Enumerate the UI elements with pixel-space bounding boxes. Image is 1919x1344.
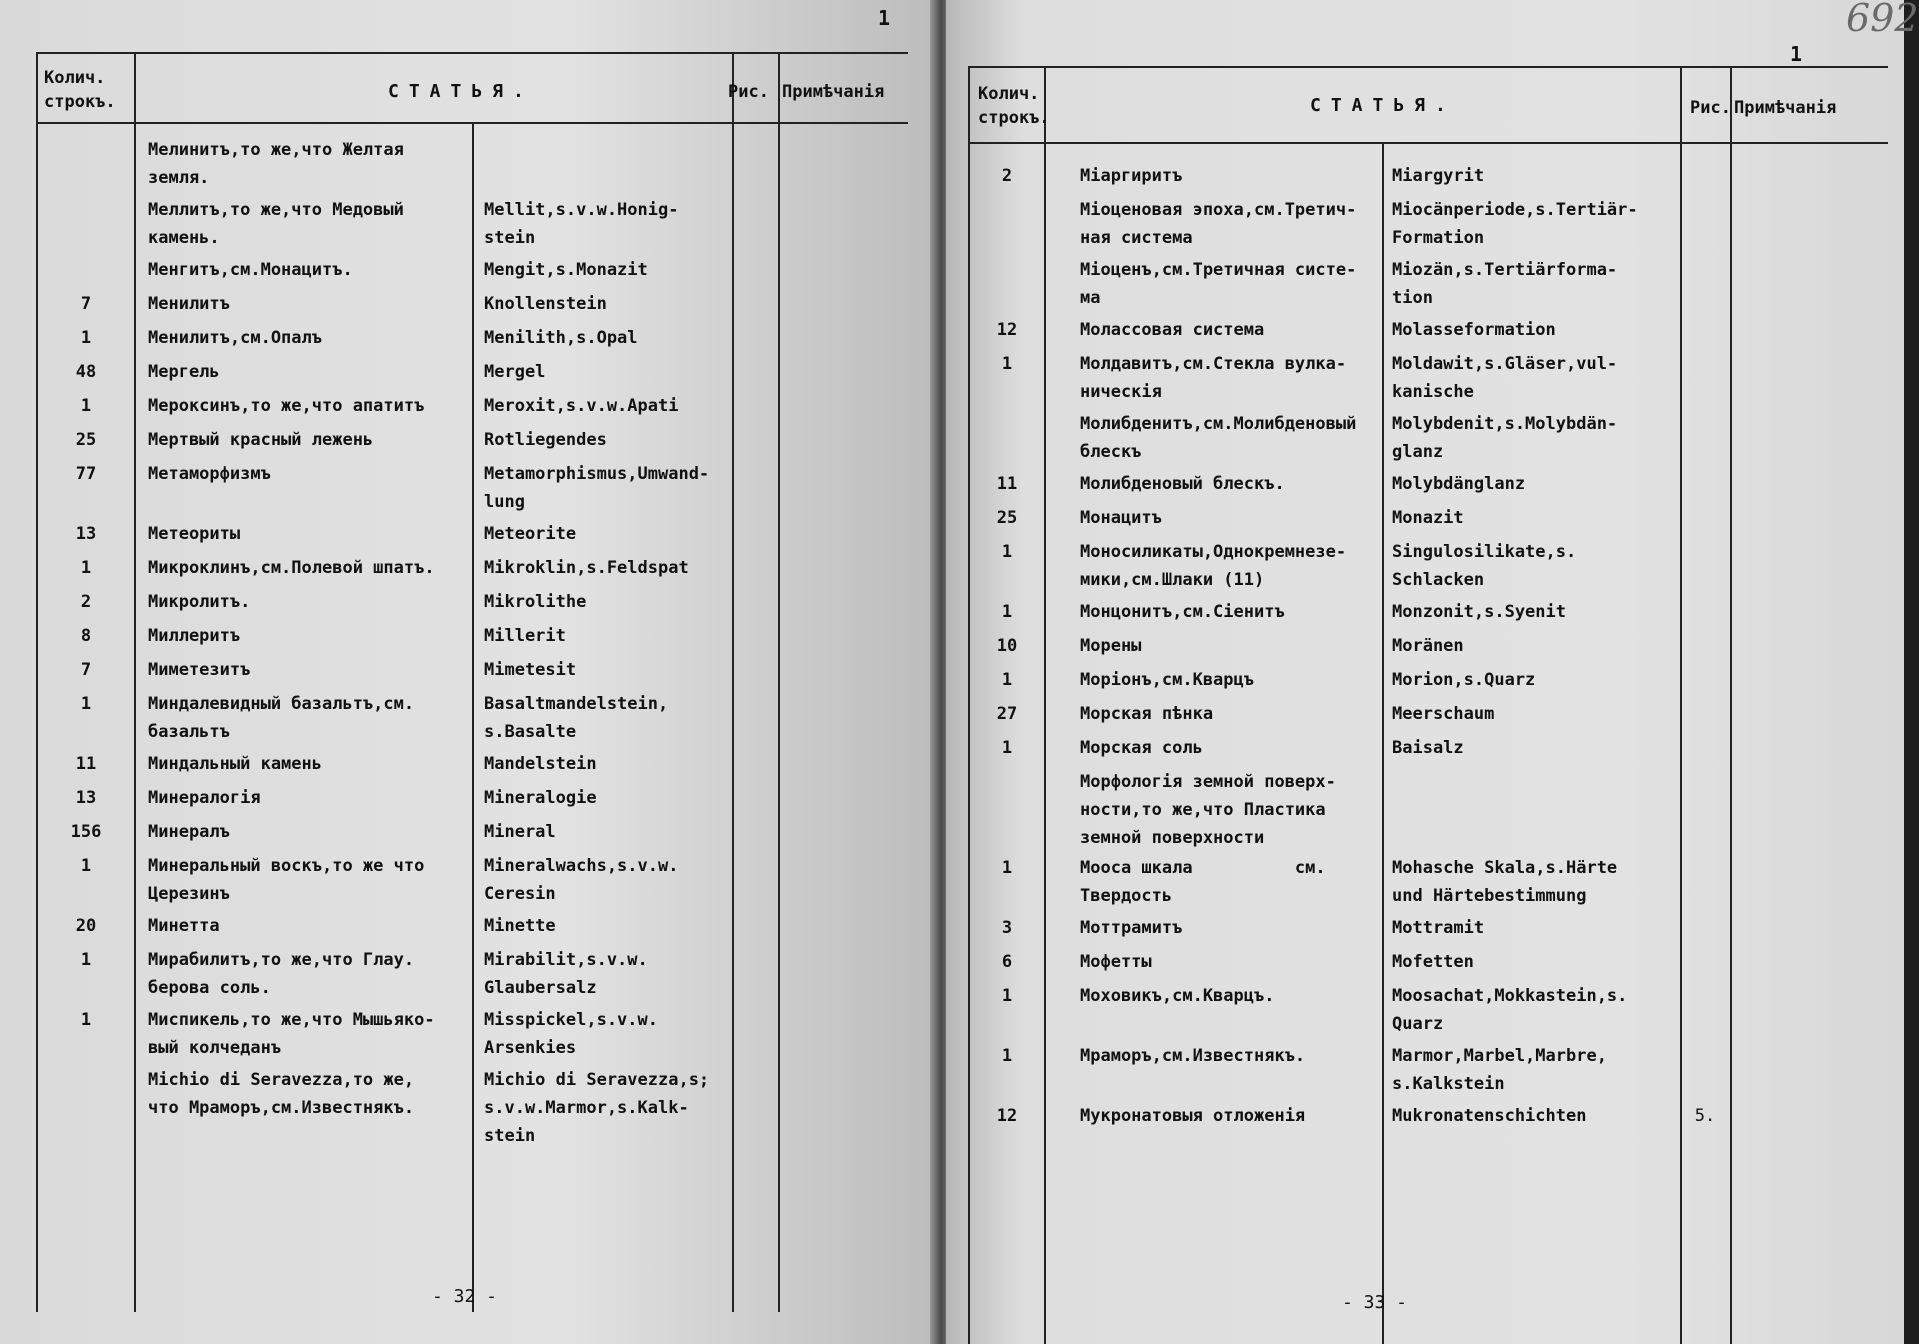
russian-term-cell: Менилитъ,см.Опалъ xyxy=(148,328,322,348)
line-count-cell: 12 xyxy=(996,1106,1018,1126)
german-term-cell: Mirabilit,s.v.w. Glaubersalz xyxy=(484,950,648,998)
german-term-cell: Knollenstein xyxy=(484,294,607,314)
german-term-cell: Monazit xyxy=(1392,508,1464,528)
column-divider xyxy=(1680,66,1682,1344)
russian-term-cell: Метаморфизмъ xyxy=(148,464,271,484)
german-term-cell: Monzonit,s.Syenit xyxy=(1392,602,1566,622)
russian-term-cell: Моріонъ,см.Кварцъ xyxy=(1080,670,1254,690)
line-count-cell: 27 xyxy=(996,704,1018,724)
line-count-cell: 1 xyxy=(80,558,92,578)
german-term-cell: Mellit,s.v.w.Honig- stein xyxy=(484,200,679,248)
header-count: Колич. строкъ. xyxy=(44,68,116,112)
line-count-cell: 25 xyxy=(996,508,1018,528)
german-term-cell: Moosachat,Mokkastein,s. Quarz xyxy=(1392,986,1628,1034)
russian-term-cell: Мелинитъ,то же,что Желтая земля. xyxy=(148,140,404,188)
russian-term-cell: Миндалевидный базальтъ,см. базальтъ xyxy=(148,694,415,742)
line-count-cell: 77 xyxy=(75,464,97,484)
russian-term-cell: Молассовая система xyxy=(1080,320,1265,340)
german-term-cell: Meteorite xyxy=(484,524,577,544)
russian-term-cell: Морены xyxy=(1080,636,1142,656)
russian-term-cell: Метеориты xyxy=(148,524,241,544)
line-count-cell: 10 xyxy=(996,636,1018,656)
russian-term-cell: Минералъ xyxy=(148,822,230,842)
german-term-cell: Minette xyxy=(484,916,556,936)
russian-term-cell: Міоценъ,см.Третичная систе- ма xyxy=(1080,260,1357,308)
russian-term-cell: Мооса шкала см. Твердость xyxy=(1080,858,1326,906)
german-term-cell: Molybdenit,s.Molybdän- glanz xyxy=(1392,414,1618,462)
header-fig: Рис. xyxy=(1690,98,1731,118)
line-count-cell: 25 xyxy=(75,430,97,450)
russian-term-cell: Монацитъ xyxy=(1080,508,1162,528)
german-term-cell: Marmor,Marbel,Marbre, s.Kalkstein xyxy=(1392,1046,1607,1094)
line-count-cell: 1 xyxy=(1001,1046,1013,1066)
russian-term-cell: Микролитъ. xyxy=(148,592,251,612)
figure-cell: 5. xyxy=(1694,1106,1716,1126)
line-count-cell: 1 xyxy=(1001,738,1013,758)
table-top-border xyxy=(968,66,1888,68)
column-divider xyxy=(778,52,780,1312)
russian-term-cell: Монцонитъ,см.Сіенитъ xyxy=(1080,602,1285,622)
line-count-cell: 2 xyxy=(1001,166,1013,186)
german-term-cell: Moldawit,s.Gläser,vul- kanische xyxy=(1392,354,1618,402)
german-term-cell: Millerit xyxy=(484,626,566,646)
german-term-cell: Miargyrit xyxy=(1392,166,1485,186)
german-term-cell: Mengit,s.Monazit xyxy=(484,260,648,280)
header-bottom-border xyxy=(968,142,1888,144)
german-term-cell: Mohasche Skala,s.Härte und Härtebestimmung xyxy=(1392,858,1618,906)
russian-term-cell: Минеральный воскъ,то же что Церезинъ xyxy=(148,856,425,904)
header-notes: Примѣчанія xyxy=(782,82,885,102)
russian-term-cell: Миспикель,то же,что Мышьяко- вый колчеданъ xyxy=(148,1010,435,1058)
column-divider xyxy=(472,122,474,1312)
line-count-cell: 1 xyxy=(80,856,92,876)
right-page xyxy=(946,0,1919,1344)
left-page xyxy=(0,0,938,1344)
header-fig: Рис. xyxy=(728,82,769,102)
line-count-cell: 1 xyxy=(1001,858,1013,878)
page-number-bottom: - 33 - xyxy=(1342,1292,1408,1313)
german-term-cell: Meerschaum xyxy=(1392,704,1495,724)
german-term-cell: Mineral xyxy=(484,822,556,842)
line-count-cell: 13 xyxy=(75,524,97,544)
german-term-cell: Mineralogie xyxy=(484,788,597,808)
column-divider xyxy=(1382,142,1384,1344)
russian-term-cell: Минералогія xyxy=(148,788,261,808)
russian-term-cell: Морская соль xyxy=(1080,738,1203,758)
russian-term-cell: Меллитъ,то же,что Медовый камень. xyxy=(148,200,404,248)
russian-term-cell: Молибденовый блескъ. xyxy=(1080,474,1285,494)
russian-term-cell: Молибденитъ,см.Молибденовый блескъ xyxy=(1080,414,1357,462)
russian-term-cell: Менилитъ xyxy=(148,294,230,314)
russian-term-cell: Міоценовая эпоха,см.Третич- ная система xyxy=(1080,200,1357,248)
line-count-cell: 2 xyxy=(80,592,92,612)
german-term-cell: Baisalz xyxy=(1392,738,1464,758)
russian-term-cell: Моттрамитъ xyxy=(1080,918,1183,938)
column-divider xyxy=(134,52,136,1312)
german-term-cell: Miozän,s.Tertiärformа- tion xyxy=(1392,260,1618,308)
german-term-cell: Michio di Seravezza,s; s.v.w.Marmor,s.Kalk- stein xyxy=(484,1070,710,1146)
russian-term-cell: Моносиликаты,Однокремнезе- мики,см.Шлаки (11) xyxy=(1080,542,1347,590)
line-count-cell: 1 xyxy=(80,328,92,348)
russian-term-cell: Миндальный камень xyxy=(148,754,322,774)
russian-term-cell: Michio di Seravezza,то же, что Мраморъ,см.Известнякъ. xyxy=(148,1070,415,1118)
column-divider xyxy=(1044,66,1046,1344)
line-count-cell: 1 xyxy=(1001,602,1013,622)
german-term-cell: Molasseformation xyxy=(1392,320,1556,340)
german-term-cell: Mimetesit xyxy=(484,660,577,680)
russian-term-cell: Моховикъ,см.Кварцъ. xyxy=(1080,986,1275,1006)
line-count-cell: 1 xyxy=(1001,354,1013,374)
line-count-cell: 1 xyxy=(80,950,92,970)
german-term-cell: Morion,s.Quarz xyxy=(1392,670,1536,690)
header-notes: Примѣчанія xyxy=(1734,98,1837,118)
line-count-cell: 7 xyxy=(80,294,92,314)
russian-term-cell: Мирабилитъ,то же,что Глау. берова соль. xyxy=(148,950,415,998)
russian-term-cell: Минетта xyxy=(148,916,220,936)
line-count-cell: 1 xyxy=(80,694,92,714)
russian-term-cell: Морфологія земной поверх- ности,то же,что Пластика земной поверхности xyxy=(1080,772,1336,848)
german-term-cell: Basaltmandelstein, s.Basalte xyxy=(484,694,669,742)
line-count-cell: 8 xyxy=(80,626,92,646)
line-count-cell: 3 xyxy=(1001,918,1013,938)
header-article: СТАТЬЯ. xyxy=(1310,95,1456,116)
line-count-cell: 11 xyxy=(75,754,97,774)
russian-term-cell: Мергель xyxy=(148,362,220,382)
german-term-cell: Mikrolithe xyxy=(484,592,587,612)
german-term-cell: Meroxit,s.v.w.Apati xyxy=(484,396,679,416)
russian-term-cell: Міаргиритъ xyxy=(1080,166,1183,186)
german-term-cell: Metamorphismus,Umwand- lung xyxy=(484,464,710,512)
page-number-top: 1 xyxy=(1790,42,1803,66)
german-term-cell: Mineralwachs,s.v.w. Ceresin xyxy=(484,856,679,904)
page-number-top: 1 xyxy=(878,6,891,30)
column-divider xyxy=(1730,66,1732,1344)
line-count-cell: 11 xyxy=(996,474,1018,494)
line-count-cell: 1 xyxy=(1001,670,1013,690)
russian-term-cell: Мраморъ,см.Известнякъ. xyxy=(1080,1046,1306,1066)
german-term-cell: Miocänperiode,s.Tertiär- Formation xyxy=(1392,200,1638,248)
handwritten-folio-number: 692 xyxy=(1846,0,1919,40)
line-count-cell: 1 xyxy=(1001,542,1013,562)
line-count-cell: 1 xyxy=(80,1010,92,1030)
line-count-cell: 1 xyxy=(80,396,92,416)
column-divider xyxy=(732,52,734,1312)
russian-term-cell: Мофетты xyxy=(1080,952,1152,972)
line-count-cell: 20 xyxy=(75,916,97,936)
german-term-cell: Misspickel,s.v.w. Arsenkies xyxy=(484,1010,658,1058)
german-term-cell: Singulosilikate,s. Schlacken xyxy=(1392,542,1577,590)
russian-term-cell: Молдавитъ,см.Стекла вулка- ническія xyxy=(1080,354,1347,402)
header-count: Колич. строкъ. xyxy=(978,84,1050,128)
russian-term-cell: Миметезитъ xyxy=(148,660,251,680)
line-count-cell: 13 xyxy=(75,788,97,808)
german-term-cell: Mikroklin,s.Feldspat xyxy=(484,558,689,578)
page-number-bottom: - 32 - xyxy=(432,1286,498,1307)
header-article: СТАТЬЯ. xyxy=(388,81,534,102)
russian-term-cell: Мероксинъ,то же,что апатитъ xyxy=(148,396,425,416)
russian-term-cell: Миллеритъ xyxy=(148,626,241,646)
russian-term-cell: Мертвый красный лежень xyxy=(148,430,374,450)
german-term-cell: Mandelstein xyxy=(484,754,597,774)
line-count-cell: 6 xyxy=(1001,952,1013,972)
russian-term-cell: Мукронатовыя отложенія xyxy=(1080,1106,1306,1126)
german-term-cell: Menilith,s.Opal xyxy=(484,328,638,348)
german-term-cell: Molybdänglanz xyxy=(1392,474,1526,494)
line-count-cell: 1 xyxy=(1001,986,1013,1006)
russian-term-cell: Микроклинъ,см.Полевой шпатъ. xyxy=(148,558,435,578)
line-count-cell: 48 xyxy=(75,362,97,382)
german-term-cell: Rotliegendes xyxy=(484,430,607,450)
line-count-cell: 12 xyxy=(996,320,1018,340)
german-term-cell: Mottramit xyxy=(1392,918,1485,938)
german-term-cell: Moränen xyxy=(1392,636,1464,656)
russian-term-cell: Менгитъ,см.Монацитъ. xyxy=(148,260,353,280)
russian-term-cell: Морская пѣнка xyxy=(1080,704,1214,724)
line-count-cell: 156 xyxy=(70,822,102,842)
line-count-cell: 7 xyxy=(80,660,92,680)
german-term-cell: Mofetten xyxy=(1392,952,1474,972)
german-term-cell: Mukronatenschichten xyxy=(1392,1106,1587,1126)
german-term-cell: Mergel xyxy=(484,362,546,382)
